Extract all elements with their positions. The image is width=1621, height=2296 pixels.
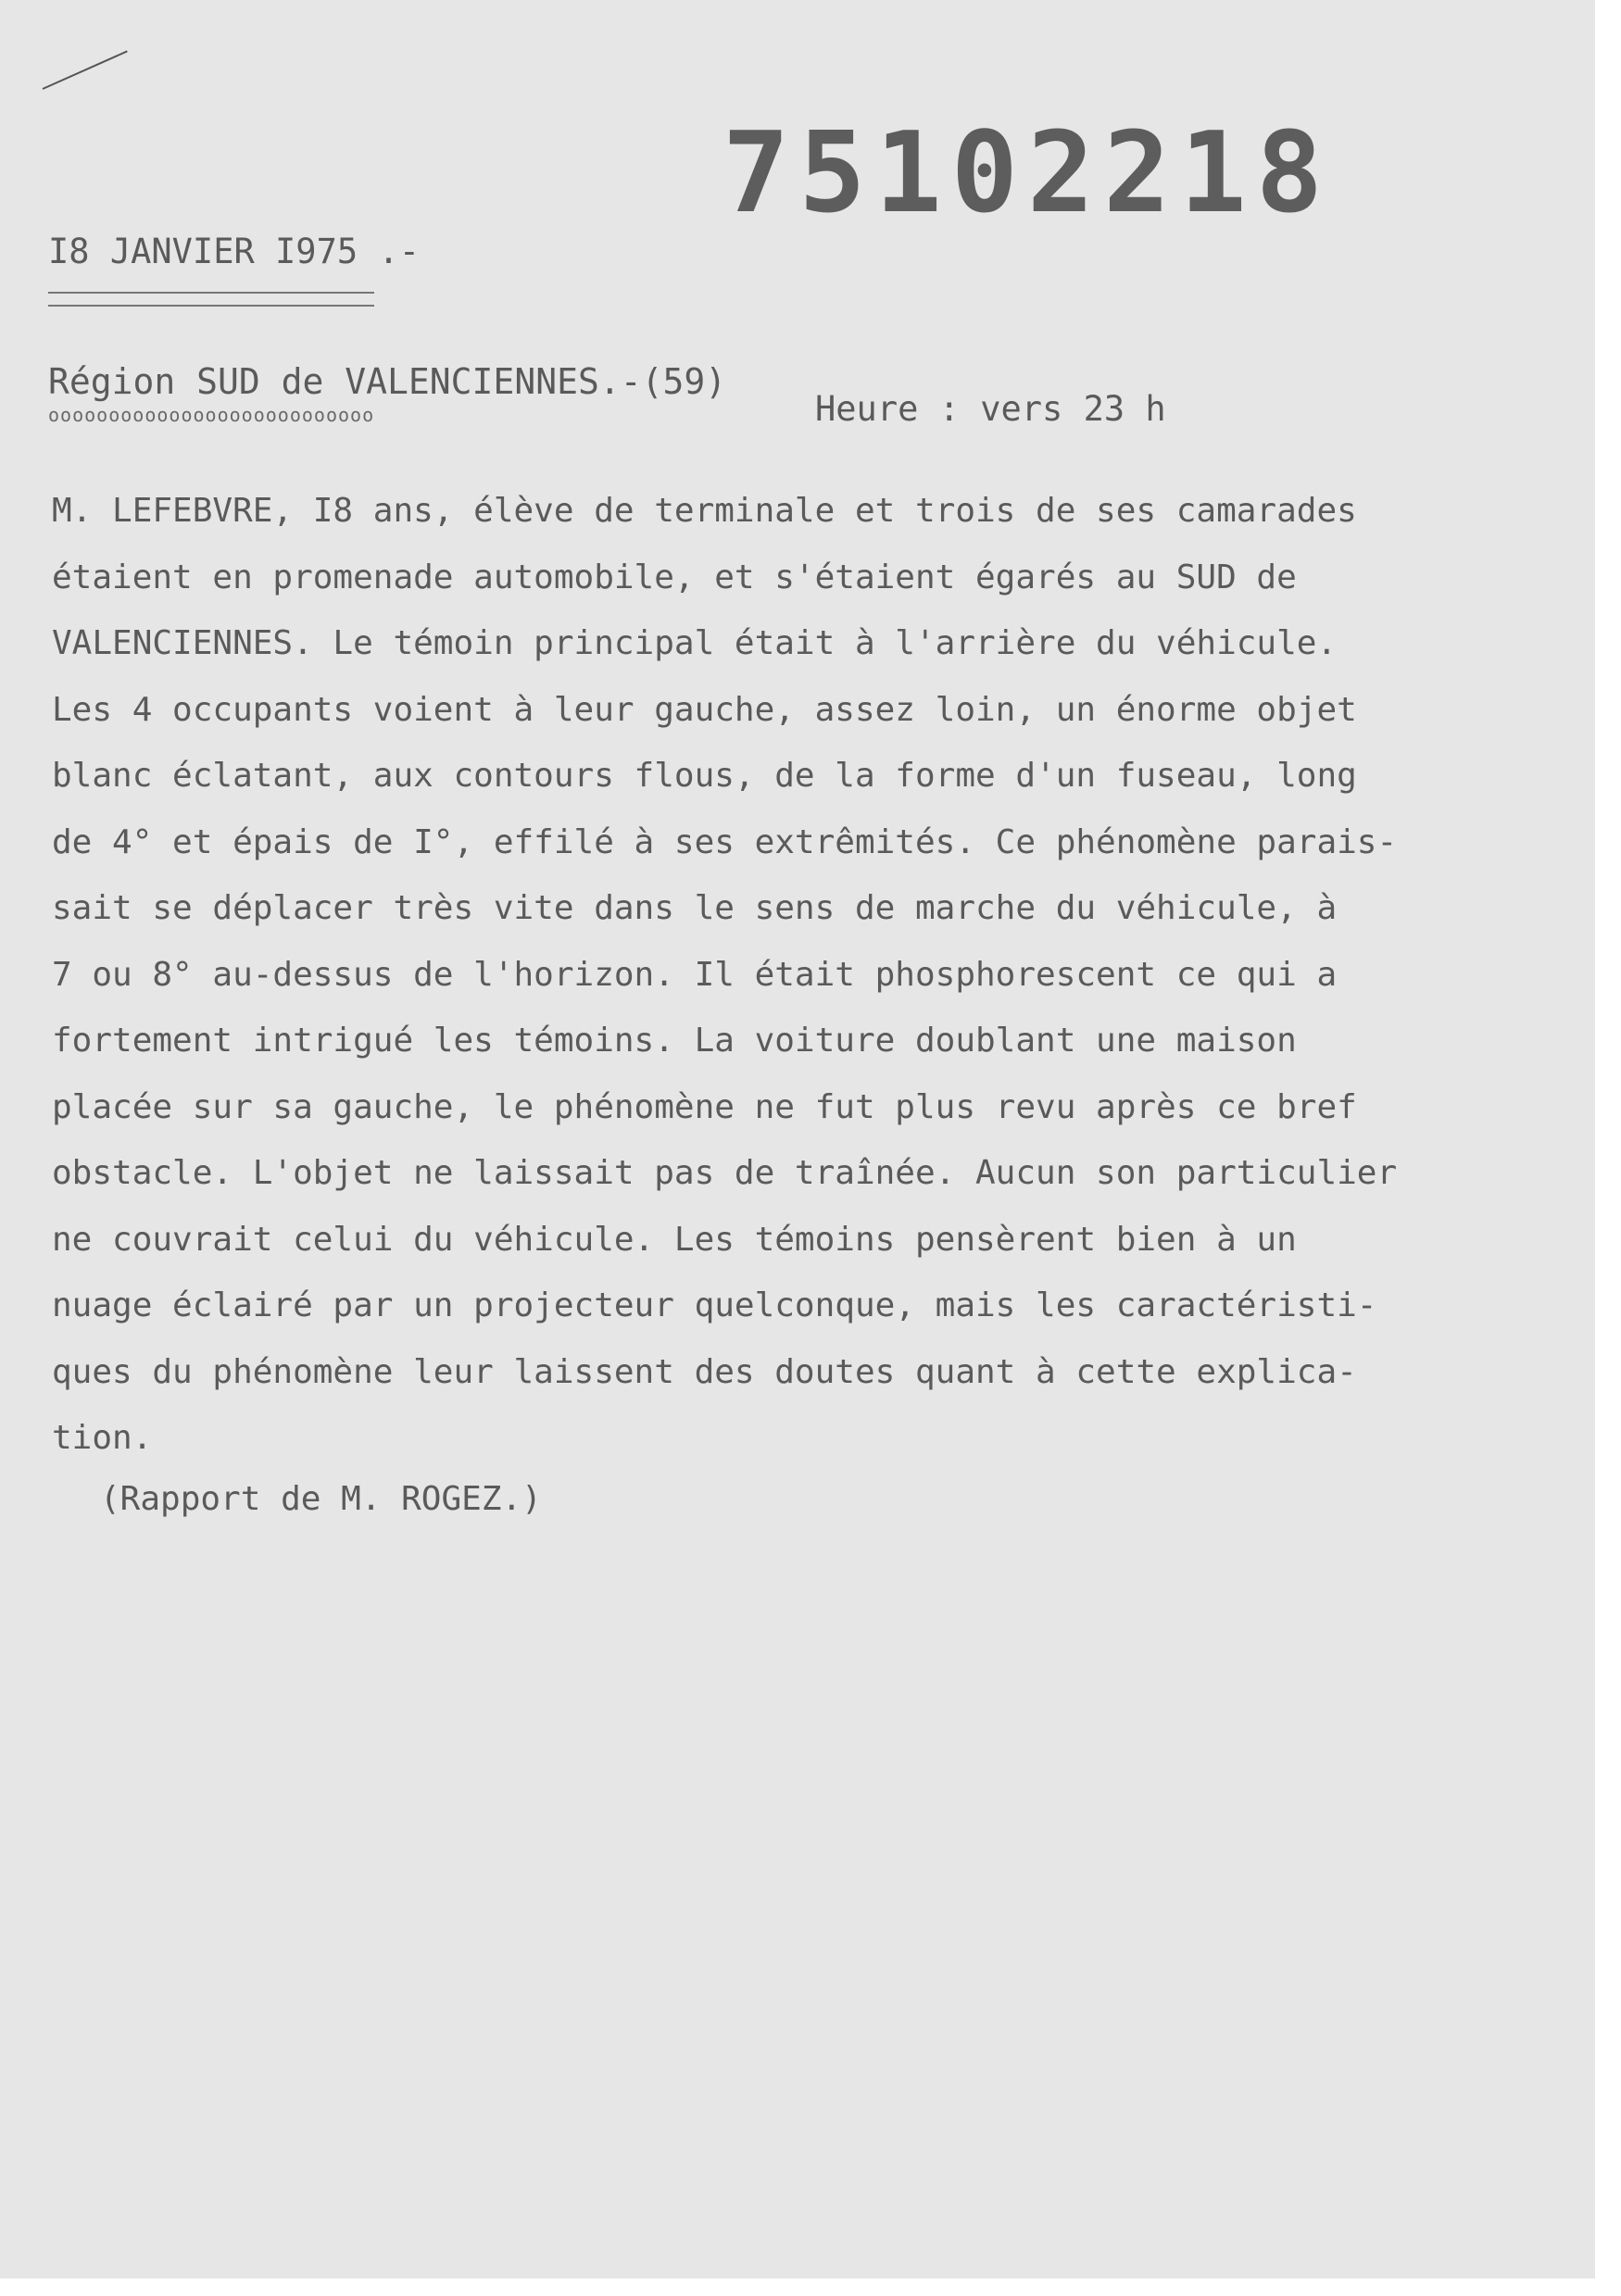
body-line: fortement intrigué les témoins. La voiture doublant une maison xyxy=(52,1022,1297,1060)
report-body xyxy=(52,478,1571,1472)
body-line: obstacle. L'objet ne laissait pas de traînée. Aucun son particulier xyxy=(52,1154,1398,1192)
region-heading: Région SUD de VALENCIENNES.-(59) xyxy=(48,361,727,402)
body-line: nuage éclairé par un projecteur quelconque, mais les caractéristi- xyxy=(52,1286,1377,1324)
report-date: I8 JANVIER I975 .- xyxy=(48,232,420,271)
reference-number-stamp: 75102218 xyxy=(723,109,1332,238)
report-attribution: (Rapport de M. ROGEZ.) xyxy=(100,1480,542,1518)
body-line: VALENCIENNES. Le témoin principal était à l'arrière du véhicule. xyxy=(52,624,1338,662)
body-line: 7 ou 8° au-dessus de l'horizon. Il était phosphorescent ce qui a xyxy=(52,955,1338,994)
body-line: ques du phénomène leur laissent des doutes quant à cette explica- xyxy=(52,1352,1357,1391)
pencil-mark xyxy=(43,50,128,90)
body-line: placée sur sa gauche, le phénomène ne fut plus revu après ce bref xyxy=(52,1087,1357,1126)
scan-margin xyxy=(1595,0,1621,2296)
body-line: blanc éclatant, aux contours flous, de la forme d'un fuseau, long xyxy=(52,757,1357,795)
body-line: étaient en promenade automobile, et s'étaient égarés au SUD de xyxy=(52,558,1297,596)
date-double-underline xyxy=(48,292,374,307)
body-line: M. LEFEBVRE, I8 ans, élève de terminale et trois de ses camarades xyxy=(52,492,1357,530)
body-line: de 4° et épais de I°, effilé à ses extrêmités. Ce phénomène parais- xyxy=(52,822,1398,861)
body-line: ne couvrait celui du véhicule. Les témoins pensèrent bien à un xyxy=(52,1220,1297,1259)
body-line: tion. xyxy=(52,1419,153,1457)
region-underline: ooooooooooooooooooooooooooo xyxy=(48,404,375,426)
time-of-sighting: Heure : vers 23 h xyxy=(815,389,1166,429)
body-line: sait se déplacer très vite dans le sens de marche du véhicule, à xyxy=(52,889,1338,927)
body-line: Les 4 occupants voient à leur gauche, assez loin, un énorme objet xyxy=(52,690,1357,729)
